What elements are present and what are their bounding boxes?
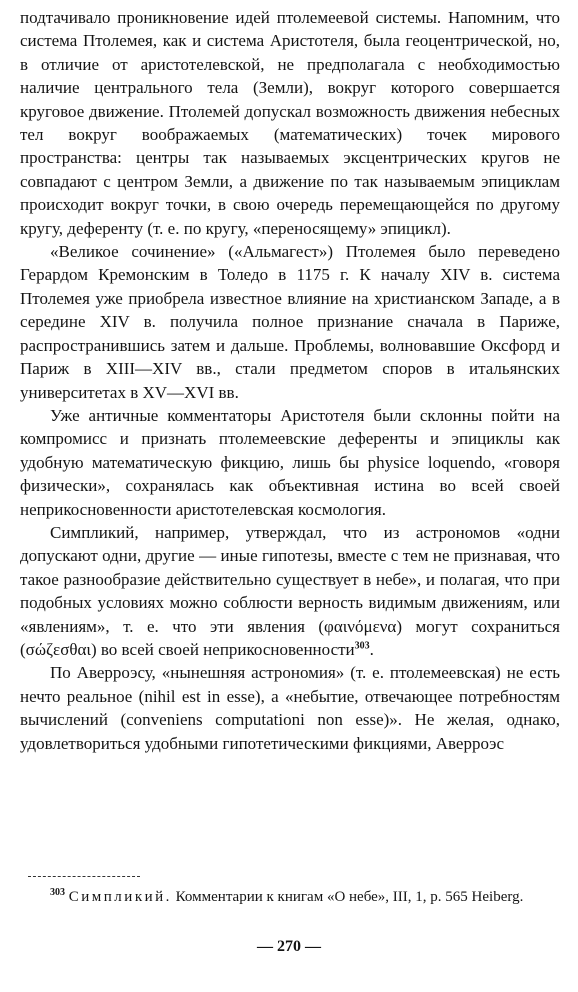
footnote-author: Симпликий. bbox=[68, 889, 172, 905]
paragraph-almagest: «Великое сочинение» («Альмагест») Птолемея было переведено Герардом Кремонским в Толедо в 1175 г. К началу XIV в. система Птолемея уже приобрела известное влияние на христианском Западе, а в середине XIV в. получила полное признание сначала в Париже, распространившись затем и дальше. Проблемы, волновавшие Оксфорд и Париж в XIII—XIV вв., стали предметом споров в итальянских университетах в XV—XVI вв. bbox=[20, 242, 560, 402]
page-number: — 270 — bbox=[257, 938, 321, 955]
paragraph-averroes: По Аверроэсу, «нынешняя астрономия» (т. е. птолемеевская) не есть нечто реальное (nihil est in esse), а «небытие, отвечающее потребностям вычислений (conveniens computationi non esse)». Не желая, однако, удовлетвориться удобными гипотетическими фикциями, Аверроэс bbox=[20, 663, 560, 753]
paragraph-simplicius-text: Симпликий, например, утверждал, что из астрономов «одни допускают одни, другие — иные гипотезы, вместе с тем не признавая, что такое разнообразие действительно существует в небе», и полагая, что при подобных условиях можно соблюсти верность видимым движениям, или «явлениям», т. е. что эти явления (φαινόμενα) могут сохраниться (σώζεσθαι) во всей своей неприкосновенности bbox=[20, 522, 560, 659]
paragraph-commentators: Уже античные комментаторы Аристотеля были склонны пойти на компромисс и признать птолемеевские деференты и эпициклы как удобную математическую фикцию, лишь бы physice loquendo, «говоря физически», сохранялась как объективная истина во всей своей неприкосновенности аристотелевская космология. bbox=[20, 405, 560, 519]
footnote-number: 303 bbox=[50, 887, 65, 898]
paragraph-simplicius: Симпликий, например, утверждал, что из астрономов «одни допускают одни, другие — иные гипотезы, вместе с тем не признавая, что такое разнообразие действительно существует в небе», и полагая, что при подобных условиях можно соблюсти верность видимым движениям, или «явлениям», т. е. что эти явления (φαινόμενα) могут сохраниться (σώζεσθαι) во всей своей неприкосновенности$^{303}$. bbox=[20, 522, 560, 659]
footnote-text: Комментарии к книгам «О небе», III, 1, p. 565 Heiberg. bbox=[175, 889, 524, 905]
main-text bbox=[20, 6, 560, 755]
footnote bbox=[28, 886, 558, 908]
footnote-reference: 303 bbox=[354, 640, 370, 652]
footnote-divider bbox=[28, 876, 140, 877]
paragraph-continued: подтачивало проникновение идей птолемеевой системы. Напомним, что система Птолемея, как и система Аристотеля, была геоцентрической, но, в отличие от аристотелевской, не предполагала с необходимостью наличие центрального тела (Земли), вокруг которого совершается круговое движение. Птолемей допускал возможность движения небесных тел вокруг воображаемых (математических) точек мирового пространства: центры так называемых эксцентрических кругов не совпадают с центром Земли, а движение по так называемым эпициклам происходит вокруг точки, в свою очередь перемещающейся по другому кругу, деференту (т. е. по кругу, «переносящему» эпицикл). bbox=[20, 8, 560, 238]
